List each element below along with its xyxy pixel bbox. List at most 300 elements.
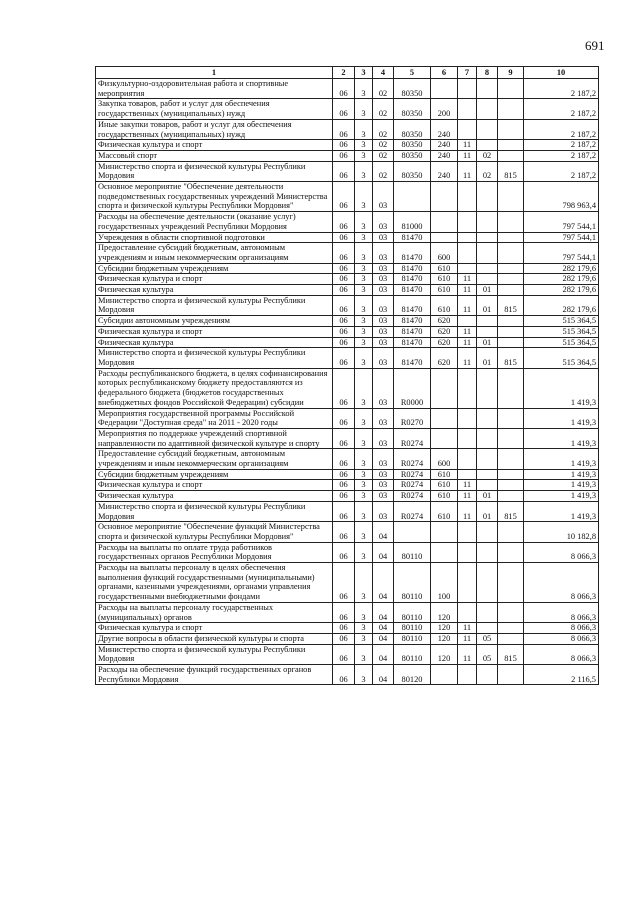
row-name: Расходы на выплаты по оплате труда работников государственных органов Республики Мордовия xyxy=(96,542,333,562)
program-code: 3 xyxy=(355,602,373,622)
expense-type-code: 610 xyxy=(431,501,458,521)
amount: 282 179,6 xyxy=(524,274,599,285)
program-code: 3 xyxy=(355,212,373,232)
program-code: 3 xyxy=(355,161,373,181)
expense-type-code: 600 xyxy=(431,243,458,263)
column-header-4: 4 xyxy=(373,67,394,79)
row-name: Физическая культура и спорт xyxy=(96,326,333,337)
amount: 8 066,3 xyxy=(524,633,599,644)
ministry-code: 815 xyxy=(498,644,524,664)
table-row xyxy=(96,285,599,296)
subdivision-code xyxy=(477,623,498,634)
target-article-code xyxy=(394,182,431,212)
section-code: 06 xyxy=(333,428,355,448)
program-code: 3 xyxy=(355,337,373,348)
budget-table xyxy=(95,66,599,685)
table-row xyxy=(96,501,599,521)
division-code: 11 xyxy=(458,644,477,664)
program-code: 3 xyxy=(355,119,373,139)
table-row xyxy=(96,337,599,348)
program-code: 3 xyxy=(355,633,373,644)
ministry-code xyxy=(498,150,524,161)
subprogram-code: 03 xyxy=(373,491,394,502)
program-code: 3 xyxy=(355,263,373,274)
division-code: 11 xyxy=(458,348,477,368)
amount: 798 963,4 xyxy=(524,182,599,212)
amount: 1 419,3 xyxy=(524,408,599,428)
ministry-code xyxy=(498,140,524,151)
row-name: Министерство спорта и физической культуры Республики Мордовия xyxy=(96,348,333,368)
table-row xyxy=(96,348,599,368)
target-article-code: R0000 xyxy=(394,368,431,408)
target-article-code: 81470 xyxy=(394,295,431,315)
program-code: 3 xyxy=(355,150,373,161)
program-code: 3 xyxy=(355,665,373,685)
amount: 1 419,3 xyxy=(524,469,599,480)
column-header-7: 7 xyxy=(458,67,477,79)
section-code: 06 xyxy=(333,99,355,119)
ministry-code xyxy=(498,491,524,502)
target-article-code: 81470 xyxy=(394,285,431,296)
table-row xyxy=(96,469,599,480)
table-row xyxy=(96,274,599,285)
subdivision-code xyxy=(477,140,498,151)
table-row xyxy=(96,140,599,151)
program-code: 3 xyxy=(355,182,373,212)
subprogram-code: 03 xyxy=(373,480,394,491)
ministry-code xyxy=(498,449,524,469)
row-name: Субсидии бюджетным учреждениям xyxy=(96,469,333,480)
division-code: 11 xyxy=(458,285,477,296)
row-name: Физическая культура и спорт xyxy=(96,140,333,151)
subprogram-code: 03 xyxy=(373,212,394,232)
amount: 282 179,6 xyxy=(524,263,599,274)
target-article-code xyxy=(394,522,431,542)
division-code xyxy=(458,316,477,327)
row-name: Другие вопросы в области физической культуры и спорта xyxy=(96,633,333,644)
row-name: Физкультурно-оздоровительная работа и спортивные мероприятия xyxy=(96,79,333,99)
program-code: 3 xyxy=(355,295,373,315)
subprogram-code: 02 xyxy=(373,79,394,99)
expense-type-code: 610 xyxy=(431,469,458,480)
table-row xyxy=(96,232,599,243)
program-code: 3 xyxy=(355,232,373,243)
division-code xyxy=(458,665,477,685)
subdivision-code xyxy=(477,368,498,408)
program-code: 3 xyxy=(355,243,373,263)
expense-type-code: 610 xyxy=(431,480,458,491)
table-row xyxy=(96,295,599,315)
ministry-code xyxy=(498,232,524,243)
section-code: 06 xyxy=(333,243,355,263)
target-article-code: 81470 xyxy=(394,232,431,243)
division-code: 11 xyxy=(458,623,477,634)
division-code: 11 xyxy=(458,337,477,348)
table-row xyxy=(96,263,599,274)
subdivision-code: 01 xyxy=(477,491,498,502)
program-code: 3 xyxy=(355,563,373,603)
program-code: 3 xyxy=(355,348,373,368)
subdivision-code: 01 xyxy=(477,501,498,521)
table-row xyxy=(96,665,599,685)
table-row xyxy=(96,542,599,562)
row-name: Мероприятия государственной программы Российской Федерации "Доступная среда" на 2011 - 2020 годы xyxy=(96,408,333,428)
division-code xyxy=(458,182,477,212)
subprogram-code: 03 xyxy=(373,295,394,315)
subprogram-code: 03 xyxy=(373,449,394,469)
row-name: Расходы на обеспечение функций государственных органов Республики Мордовия xyxy=(96,665,333,685)
subdivision-code xyxy=(477,182,498,212)
subdivision-code xyxy=(477,480,498,491)
table-row xyxy=(96,644,599,664)
row-name: Массовый спорт xyxy=(96,150,333,161)
expense-type-code: 610 xyxy=(431,285,458,296)
expense-type-code: 620 xyxy=(431,316,458,327)
expense-type-code: 620 xyxy=(431,326,458,337)
subdivision-code xyxy=(477,522,498,542)
expense-type-code xyxy=(431,232,458,243)
ministry-code: 815 xyxy=(498,501,524,521)
row-name: Министерство спорта и физической культуры Республики Мордовия xyxy=(96,644,333,664)
section-code: 06 xyxy=(333,644,355,664)
amount: 515 364,5 xyxy=(524,326,599,337)
subdivision-code: 05 xyxy=(477,633,498,644)
expense-type-code: 620 xyxy=(431,337,458,348)
subdivision-code xyxy=(477,99,498,119)
program-code: 3 xyxy=(355,542,373,562)
table-row xyxy=(96,79,599,99)
subdivision-code xyxy=(477,428,498,448)
ministry-code xyxy=(498,665,524,685)
row-name: Субсидии бюджетным учреждениям xyxy=(96,263,333,274)
section-code: 06 xyxy=(333,665,355,685)
ministry-code xyxy=(498,99,524,119)
section-code: 06 xyxy=(333,232,355,243)
division-code: 11 xyxy=(458,633,477,644)
subdivision-code xyxy=(477,602,498,622)
section-code: 06 xyxy=(333,633,355,644)
amount: 1 419,3 xyxy=(524,480,599,491)
ministry-code xyxy=(498,182,524,212)
expense-type-code: 240 xyxy=(431,161,458,181)
subdivision-code: 01 xyxy=(477,348,498,368)
subdivision-code: 05 xyxy=(477,644,498,664)
expense-type-code: 240 xyxy=(431,140,458,151)
row-name: Министерство спорта и физической культуры Республики Мордовия xyxy=(96,295,333,315)
subdivision-code: 01 xyxy=(477,295,498,315)
expense-type-code: 610 xyxy=(431,491,458,502)
row-name: Учреждения в области спортивной подготовки xyxy=(96,232,333,243)
program-code: 3 xyxy=(355,408,373,428)
column-header-8: 8 xyxy=(477,67,498,79)
subprogram-code: 04 xyxy=(373,623,394,634)
column-header-2: 2 xyxy=(333,67,355,79)
target-article-code: 80110 xyxy=(394,633,431,644)
ministry-code xyxy=(498,408,524,428)
expense-type-code: 240 xyxy=(431,119,458,139)
amount: 8 066,3 xyxy=(524,542,599,562)
table-row xyxy=(96,150,599,161)
section-code: 06 xyxy=(333,119,355,139)
subdivision-code xyxy=(477,563,498,603)
division-code: 11 xyxy=(458,161,477,181)
row-name: Расходы республиканского бюджета, в целях софинансирования которых республиканскому бюджету предоставляются из федерального бюджета (бюджетов государственных внебюджетных фондов Российской Федерации) субсидии xyxy=(96,368,333,408)
column-header-5: 5 xyxy=(394,67,431,79)
subdivision-code xyxy=(477,232,498,243)
row-name: Иные закупки товаров, работ и услуг для обеспечения государственных (муниципальных) нужд xyxy=(96,119,333,139)
expense-type-code: 610 xyxy=(431,263,458,274)
division-code xyxy=(458,243,477,263)
row-name: Физическая культура и спорт xyxy=(96,623,333,634)
section-code: 06 xyxy=(333,563,355,603)
table-row xyxy=(96,99,599,119)
subdivision-code xyxy=(477,263,498,274)
program-code: 3 xyxy=(355,644,373,664)
program-code: 3 xyxy=(355,522,373,542)
row-name: Расходы на обеспечение деятельности (оказание услуг) государственных учреждений Республики Мордовия xyxy=(96,212,333,232)
subprogram-code: 04 xyxy=(373,633,394,644)
expense-type-code: 200 xyxy=(431,99,458,119)
column-header-1: 1 xyxy=(96,67,333,79)
target-article-code: R0274 xyxy=(394,501,431,521)
program-code: 3 xyxy=(355,491,373,502)
section-code: 06 xyxy=(333,480,355,491)
amount: 2 187,2 xyxy=(524,119,599,139)
subdivision-code xyxy=(477,119,498,139)
expense-type-code xyxy=(431,408,458,428)
amount: 1 419,3 xyxy=(524,428,599,448)
subprogram-code: 03 xyxy=(373,243,394,263)
subprogram-code: 03 xyxy=(373,326,394,337)
subdivision-code xyxy=(477,274,498,285)
program-code: 3 xyxy=(355,623,373,634)
row-name: Предоставление субсидий бюджетным, автономным учреждениям и иным некоммерческим организациям xyxy=(96,243,333,263)
expense-type-code xyxy=(431,522,458,542)
ministry-code: 815 xyxy=(498,295,524,315)
division-code xyxy=(458,449,477,469)
column-header-10: 10 xyxy=(524,67,599,79)
row-name: Закупка товаров, работ и услуг для обеспечения государственных (муниципальных) нужд xyxy=(96,99,333,119)
amount: 10 182,8 xyxy=(524,522,599,542)
amount: 515 364,5 xyxy=(524,337,599,348)
division-code xyxy=(458,428,477,448)
subprogram-code: 04 xyxy=(373,665,394,685)
program-code: 3 xyxy=(355,368,373,408)
ministry-code xyxy=(498,542,524,562)
target-article-code: R0274 xyxy=(394,428,431,448)
amount: 2 187,2 xyxy=(524,161,599,181)
ministry-code xyxy=(498,633,524,644)
subprogram-code: 04 xyxy=(373,522,394,542)
amount: 797 544,1 xyxy=(524,212,599,232)
target-article-code: 80110 xyxy=(394,623,431,634)
target-article-code: 80110 xyxy=(394,644,431,664)
division-code xyxy=(458,542,477,562)
division-code xyxy=(458,99,477,119)
amount: 2 187,2 xyxy=(524,99,599,119)
table-row xyxy=(96,428,599,448)
row-name: Министерство спорта и физической культуры Республики Мордовия xyxy=(96,161,333,181)
table-row xyxy=(96,491,599,502)
subdivision-code xyxy=(477,449,498,469)
target-article-code: 81470 xyxy=(394,326,431,337)
division-code xyxy=(458,602,477,622)
target-article-code: R0274 xyxy=(394,449,431,469)
table-row xyxy=(96,161,599,181)
subprogram-code: 02 xyxy=(373,119,394,139)
table-row xyxy=(96,449,599,469)
amount: 8 066,3 xyxy=(524,623,599,634)
ministry-code xyxy=(498,522,524,542)
row-name: Субсидии автономным учреждениям xyxy=(96,316,333,327)
ministry-code xyxy=(498,623,524,634)
target-article-code: 81470 xyxy=(394,348,431,368)
target-article-code: 81470 xyxy=(394,274,431,285)
subdivision-code xyxy=(477,326,498,337)
section-code: 06 xyxy=(333,161,355,181)
section-code: 06 xyxy=(333,491,355,502)
target-article-code: 80350 xyxy=(394,119,431,139)
amount: 8 066,3 xyxy=(524,602,599,622)
division-code xyxy=(458,522,477,542)
program-code: 3 xyxy=(355,79,373,99)
table-row xyxy=(96,633,599,644)
subprogram-code: 04 xyxy=(373,602,394,622)
program-code: 3 xyxy=(355,469,373,480)
table-row xyxy=(96,326,599,337)
division-code xyxy=(458,408,477,428)
subprogram-code: 04 xyxy=(373,542,394,562)
row-name: Физическая культура и спорт xyxy=(96,480,333,491)
division-code: 11 xyxy=(458,274,477,285)
section-code: 06 xyxy=(333,212,355,232)
table-row xyxy=(96,243,599,263)
target-article-code: R0274 xyxy=(394,480,431,491)
subprogram-code: 03 xyxy=(373,501,394,521)
expense-type-code: 120 xyxy=(431,633,458,644)
program-code: 3 xyxy=(355,316,373,327)
section-code: 06 xyxy=(333,348,355,368)
ministry-code xyxy=(498,316,524,327)
subprogram-code: 03 xyxy=(373,182,394,212)
subdivision-code: 01 xyxy=(477,285,498,296)
row-name: Физическая культура и спорт xyxy=(96,274,333,285)
subprogram-code: 03 xyxy=(373,316,394,327)
expense-type-code xyxy=(431,182,458,212)
ministry-code xyxy=(498,480,524,491)
division-code: 11 xyxy=(458,150,477,161)
amount: 797 544,1 xyxy=(524,243,599,263)
program-code: 3 xyxy=(355,480,373,491)
amount: 797 544,1 xyxy=(524,232,599,243)
ministry-code xyxy=(498,337,524,348)
target-article-code: 80350 xyxy=(394,79,431,99)
section-code: 06 xyxy=(333,469,355,480)
subprogram-code: 03 xyxy=(373,469,394,480)
program-code: 3 xyxy=(355,99,373,119)
division-code xyxy=(458,368,477,408)
row-name: Расходы на выплаты персоналу в целях обеспечения выполнения функций государственными (муниципальными) органами, казенными учреждениями, органами управления государственными внебюджетными фондами xyxy=(96,563,333,603)
subprogram-code: 04 xyxy=(373,644,394,664)
program-code: 3 xyxy=(355,285,373,296)
ministry-code xyxy=(498,79,524,99)
table-row xyxy=(96,182,599,212)
amount: 282 179,6 xyxy=(524,295,599,315)
target-article-code: 80350 xyxy=(394,99,431,119)
expense-type-code xyxy=(431,79,458,99)
subprogram-code: 02 xyxy=(373,140,394,151)
subdivision-code: 02 xyxy=(477,150,498,161)
subdivision-code xyxy=(477,408,498,428)
expense-type-code: 120 xyxy=(431,644,458,664)
row-name: Основное мероприятие "Обеспечение деятельности подведомственных государственных учреждений Министерства спорта и физической культуры Республики Мордовия" xyxy=(96,182,333,212)
section-code: 06 xyxy=(333,542,355,562)
section-code: 06 xyxy=(333,602,355,622)
section-code: 06 xyxy=(333,285,355,296)
section-code: 06 xyxy=(333,623,355,634)
subdivision-code xyxy=(477,542,498,562)
subdivision-code xyxy=(477,79,498,99)
subprogram-code: 03 xyxy=(373,337,394,348)
target-article-code: 81470 xyxy=(394,337,431,348)
division-code: 11 xyxy=(458,480,477,491)
expense-type-code: 600 xyxy=(431,449,458,469)
ministry-code xyxy=(498,326,524,337)
subprogram-code: 04 xyxy=(373,563,394,603)
table-row xyxy=(96,623,599,634)
division-code: 11 xyxy=(458,140,477,151)
row-name: Предоставление субсидий бюджетным, автономным учреждениям и иным некоммерческим организациям xyxy=(96,449,333,469)
target-article-code: 81470 xyxy=(394,243,431,263)
program-code: 3 xyxy=(355,501,373,521)
expense-type-code xyxy=(431,368,458,408)
target-article-code: 81470 xyxy=(394,263,431,274)
subprogram-code: 02 xyxy=(373,99,394,119)
target-article-code: 80110 xyxy=(394,563,431,603)
column-header-9: 9 xyxy=(498,67,524,79)
division-code xyxy=(458,263,477,274)
program-code: 3 xyxy=(355,326,373,337)
program-code: 3 xyxy=(355,140,373,151)
expense-type-code: 610 xyxy=(431,295,458,315)
division-code xyxy=(458,79,477,99)
subprogram-code: 03 xyxy=(373,428,394,448)
target-article-code: 81000 xyxy=(394,212,431,232)
ministry-code xyxy=(498,243,524,263)
section-code: 06 xyxy=(333,501,355,521)
column-header-6: 6 xyxy=(431,67,458,79)
table-row xyxy=(96,212,599,232)
target-article-code: 80110 xyxy=(394,602,431,622)
section-code: 06 xyxy=(333,140,355,151)
row-name: Мероприятия по поддержке учреждений спортивной направленности по адаптивной физической культуре и спорту xyxy=(96,428,333,448)
subdivision-code xyxy=(477,665,498,685)
amount: 1 419,3 xyxy=(524,449,599,469)
ministry-code xyxy=(498,285,524,296)
subdivision-code xyxy=(477,243,498,263)
division-code: 11 xyxy=(458,501,477,521)
table-body xyxy=(96,79,599,685)
expense-type-code: 240 xyxy=(431,150,458,161)
ministry-code xyxy=(498,602,524,622)
section-code: 06 xyxy=(333,263,355,274)
target-article-code: 80120 xyxy=(394,665,431,685)
section-code: 06 xyxy=(333,316,355,327)
row-name: Физическая культура xyxy=(96,491,333,502)
target-article-code: R0270 xyxy=(394,408,431,428)
division-code xyxy=(458,563,477,603)
subprogram-code: 02 xyxy=(373,161,394,181)
